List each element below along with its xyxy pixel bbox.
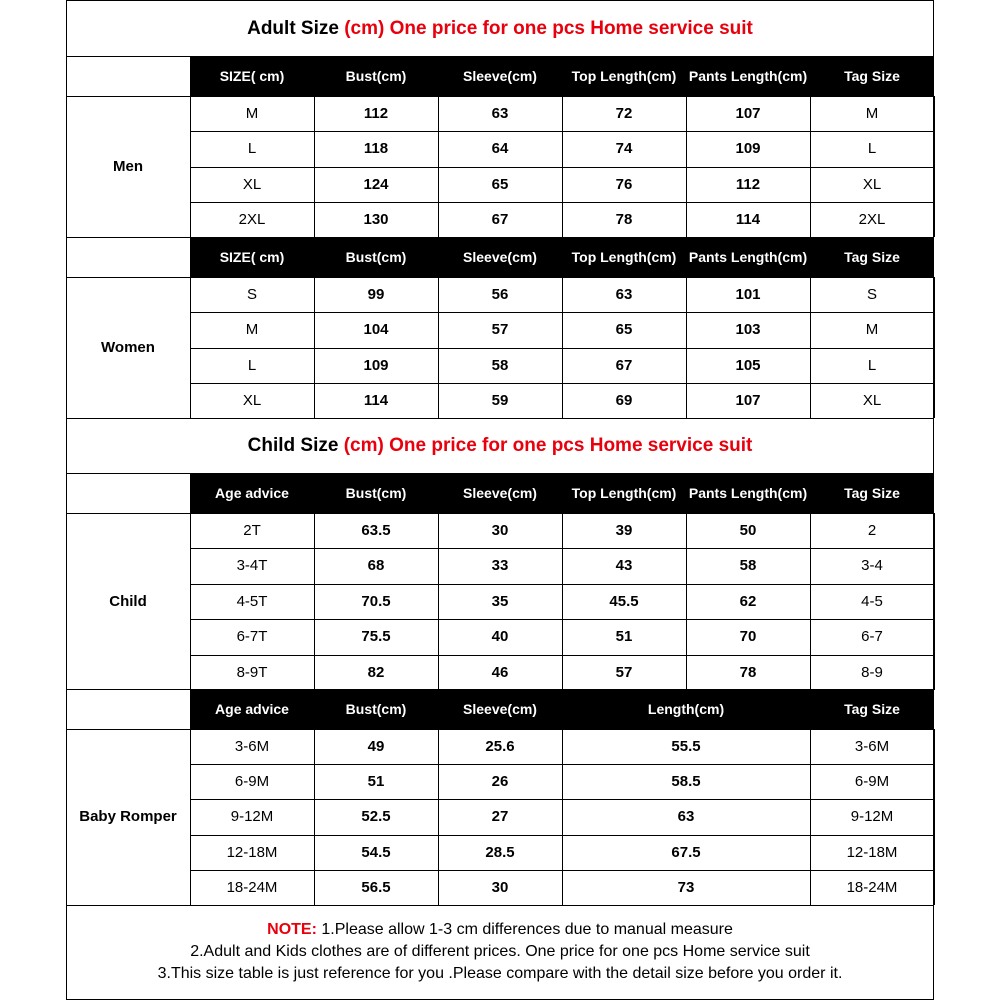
adult-title-note: (cm) One price for one pcs Home service suit xyxy=(344,18,753,39)
grid-vline xyxy=(810,729,811,905)
note-line-2: 2.Adult and Kids clothes are of different prices. One price for one pcs Home service suit xyxy=(190,943,810,960)
table-cell: 51 xyxy=(367,773,385,791)
table-cell: 107 xyxy=(735,391,761,409)
romper-header-row xyxy=(190,689,934,729)
note-line-3: 3.This size table is just reference for you .Please compare with the detail size before you order it. xyxy=(157,965,843,982)
grid-vline xyxy=(314,277,315,418)
table-cell: 4-5T xyxy=(236,592,268,610)
table-cell: 43 xyxy=(615,557,633,575)
table-cell: 64 xyxy=(491,140,509,158)
table-cell: 58 xyxy=(491,356,509,374)
column-header: Age advice xyxy=(215,701,289,717)
table-cell: 99 xyxy=(367,286,385,303)
table-cell: 104 xyxy=(363,321,389,339)
grid-vline xyxy=(314,96,315,237)
table-cell: 54.5 xyxy=(361,843,391,861)
table-cell: 114 xyxy=(735,210,761,228)
child-group-label: Child xyxy=(109,593,147,610)
grid-vline xyxy=(934,513,935,690)
grid-hline xyxy=(66,96,934,97)
size-chart xyxy=(66,0,934,1000)
column-header: Bust(cm) xyxy=(345,485,407,501)
column-header: Top Length(cm) xyxy=(571,485,677,501)
table-cell: 76 xyxy=(615,175,633,193)
table-cell: 33 xyxy=(491,557,509,575)
grid-vline xyxy=(810,513,811,690)
grid-vline xyxy=(934,729,935,905)
table-cell: 69 xyxy=(615,391,633,409)
grid-hline xyxy=(66,689,934,690)
note-text-1: 1.Please allow 1-3 cm differences due to manual measure xyxy=(321,921,733,938)
women-header-row xyxy=(190,237,934,277)
grid-vline xyxy=(314,729,315,905)
grid-hline xyxy=(66,905,934,906)
child-size-title xyxy=(66,436,934,455)
table-cell: 9-12M xyxy=(230,808,274,826)
table-cell: 2XL xyxy=(238,210,266,228)
table-cell: 107 xyxy=(735,105,761,122)
table-cell: 50 xyxy=(739,522,757,539)
table-cell: M xyxy=(245,105,259,122)
table-cell: 130 xyxy=(363,210,389,228)
table-cell: 65 xyxy=(615,321,633,339)
men-header-row xyxy=(190,56,934,96)
column-header: Bust(cm) xyxy=(345,249,407,265)
grid-vline xyxy=(562,729,563,905)
column-header: Bust(cm) xyxy=(345,68,407,84)
table-cell: 28.5 xyxy=(485,843,515,861)
column-header: Tag Size xyxy=(844,485,900,501)
table-cell: 35 xyxy=(491,592,509,610)
table-cell: 4-5 xyxy=(861,592,883,610)
women-group-label: Women xyxy=(101,339,155,356)
table-cell: 18-24M xyxy=(226,878,278,896)
grid-vline xyxy=(314,513,315,690)
table-cell: 27 xyxy=(491,808,509,826)
table-cell: 2T xyxy=(243,522,261,539)
table-cell: 58.5 xyxy=(671,773,701,791)
table-cell: 9-12M xyxy=(850,808,894,826)
grid-vline xyxy=(686,96,687,237)
column-header: Pants Length(cm) xyxy=(688,68,808,84)
table-cell: 6-7T xyxy=(236,628,268,646)
column-header: Pants Length(cm) xyxy=(688,485,808,501)
note-line-1 xyxy=(66,922,934,938)
table-cell: 62 xyxy=(739,592,757,610)
table-cell: 65 xyxy=(491,175,509,193)
table-cell: 109 xyxy=(735,140,761,158)
table-cell: 109 xyxy=(363,356,389,374)
grid-vline xyxy=(933,0,934,1000)
table-cell: 68 xyxy=(367,557,385,575)
table-cell: S xyxy=(866,286,877,303)
column-header: SIZE( cm) xyxy=(219,249,285,265)
table-cell: 46 xyxy=(491,663,509,681)
table-cell: L xyxy=(867,140,877,158)
table-cell: 105 xyxy=(735,356,761,374)
table-cell: M xyxy=(865,321,879,339)
table-cell: 78 xyxy=(739,663,757,681)
table-cell: 39 xyxy=(615,522,633,539)
table-cell: L xyxy=(247,140,257,158)
table-cell: L xyxy=(247,356,257,374)
grid-hline xyxy=(66,237,934,238)
grid-vline xyxy=(190,513,191,690)
table-cell: 75.5 xyxy=(361,628,391,646)
grid-vline xyxy=(934,277,935,418)
table-cell: 2 xyxy=(867,522,877,539)
table-cell: 25.6 xyxy=(485,738,515,755)
table-cell: 26 xyxy=(491,773,509,791)
table-cell: 3-6M xyxy=(854,738,890,755)
table-cell: 63.5 xyxy=(361,522,391,539)
table-cell: 72 xyxy=(615,105,633,122)
table-cell: 45.5 xyxy=(609,592,639,610)
column-header: Top Length(cm) xyxy=(571,249,677,265)
grid-vline xyxy=(190,237,191,277)
grid-vline xyxy=(190,96,191,237)
grid-vline xyxy=(438,513,439,690)
table-cell: 118 xyxy=(363,140,389,158)
table-cell: 82 xyxy=(367,663,385,681)
romper-group-label: Baby Romper xyxy=(79,808,177,825)
table-cell: S xyxy=(246,286,257,303)
grid-vline xyxy=(562,277,563,418)
table-cell: XL xyxy=(862,175,882,193)
column-header: Pants Length(cm) xyxy=(688,249,808,265)
note-label: NOTE: xyxy=(267,921,317,938)
grid-hline xyxy=(66,729,934,730)
table-cell: 18-24M xyxy=(846,878,898,896)
table-cell: 114 xyxy=(363,391,389,409)
table-cell: 78 xyxy=(615,210,633,228)
table-cell: M xyxy=(245,321,259,339)
table-cell: 74 xyxy=(615,140,633,158)
table-cell: 70.5 xyxy=(361,592,391,610)
grid-vline xyxy=(438,729,439,905)
column-header: Sleeve(cm) xyxy=(463,485,537,501)
grid-vline xyxy=(934,96,935,237)
table-cell: 6-9M xyxy=(234,773,270,791)
table-cell: 40 xyxy=(491,628,509,646)
child-header-row xyxy=(190,473,934,513)
table-cell: 58 xyxy=(739,557,757,575)
grid-vline xyxy=(190,56,191,96)
table-cell: M xyxy=(865,105,879,122)
table-cell: 56.5 xyxy=(361,878,391,896)
table-cell: 3-4 xyxy=(861,557,883,575)
table-cell: 2XL xyxy=(858,210,886,228)
grid-vline xyxy=(190,473,191,513)
grid-vline xyxy=(190,689,191,729)
column-header: Tag Size xyxy=(844,249,900,265)
child-title-note: (cm) One price for one pcs Home service suit xyxy=(343,435,753,456)
column-header: Bust(cm) xyxy=(345,701,407,717)
grid-vline xyxy=(190,277,191,418)
table-cell: 59 xyxy=(491,391,509,409)
grid-vline xyxy=(438,96,439,237)
table-cell: 12-18M xyxy=(226,843,278,861)
column-header: Sleeve(cm) xyxy=(463,249,537,265)
grid-hline xyxy=(66,418,934,419)
column-header: Age advice xyxy=(215,485,289,501)
table-cell: 8-9 xyxy=(861,663,883,681)
table-cell: 8-9T xyxy=(236,663,268,681)
grid-hline xyxy=(66,56,934,57)
table-cell: XL xyxy=(862,391,882,409)
table-cell: 63 xyxy=(677,808,695,826)
table-cell: 67 xyxy=(615,356,633,374)
table-cell: 112 xyxy=(735,175,761,193)
table-cell: 67 xyxy=(491,210,509,228)
table-cell: 51 xyxy=(615,628,633,646)
grid-vline xyxy=(190,729,191,905)
child-title-main: Child Size xyxy=(247,435,339,456)
grid-hline xyxy=(66,513,934,514)
table-cell: 63 xyxy=(491,105,509,122)
table-cell: 6-9M xyxy=(854,773,890,791)
grid-vline xyxy=(66,0,67,1000)
table-cell: 70 xyxy=(739,628,757,646)
column-header: Sleeve(cm) xyxy=(463,701,537,717)
table-cell: 3-6M xyxy=(234,738,270,755)
grid-vline xyxy=(562,513,563,690)
table-cell: 63 xyxy=(615,286,633,303)
table-cell: 55.5 xyxy=(671,738,701,755)
table-cell: XL xyxy=(242,175,262,193)
table-cell: XL xyxy=(242,391,262,409)
column-header: Sleeve(cm) xyxy=(463,68,537,84)
adult-size-title xyxy=(66,19,934,38)
column-header: Top Length(cm) xyxy=(571,68,677,84)
grid-vline xyxy=(686,277,687,418)
table-cell: 52.5 xyxy=(361,808,391,826)
table-cell: 112 xyxy=(363,105,389,122)
grid-hline xyxy=(66,473,934,474)
grid-vline xyxy=(810,277,811,418)
column-header: Length(cm) xyxy=(647,701,725,717)
table-cell: 57 xyxy=(615,663,633,681)
grid-vline xyxy=(438,277,439,418)
column-header: SIZE( cm) xyxy=(219,68,285,84)
grid-hline xyxy=(66,0,934,1)
grid-vline xyxy=(686,513,687,690)
table-cell: L xyxy=(867,356,877,374)
table-cell: 12-18M xyxy=(846,843,898,861)
table-cell: 103 xyxy=(735,321,761,339)
men-group-label: Men xyxy=(113,158,143,175)
table-cell: 67.5 xyxy=(671,843,701,861)
column-header: Tag Size xyxy=(844,68,900,84)
adult-title-main: Adult Size xyxy=(247,18,339,39)
table-cell: 56 xyxy=(491,286,509,303)
column-header: Tag Size xyxy=(844,701,900,717)
table-cell: 73 xyxy=(677,878,695,896)
table-cell: 30 xyxy=(491,878,509,896)
grid-vline xyxy=(562,96,563,237)
table-cell: 124 xyxy=(363,175,389,193)
table-cell: 57 xyxy=(491,321,509,339)
grid-hline xyxy=(66,277,934,278)
table-cell: 101 xyxy=(735,286,761,303)
table-cell: 49 xyxy=(367,738,385,755)
table-cell: 6-7 xyxy=(861,628,883,646)
table-cell: 3-4T xyxy=(236,557,268,575)
grid-vline xyxy=(810,96,811,237)
table-cell: 30 xyxy=(491,522,509,539)
